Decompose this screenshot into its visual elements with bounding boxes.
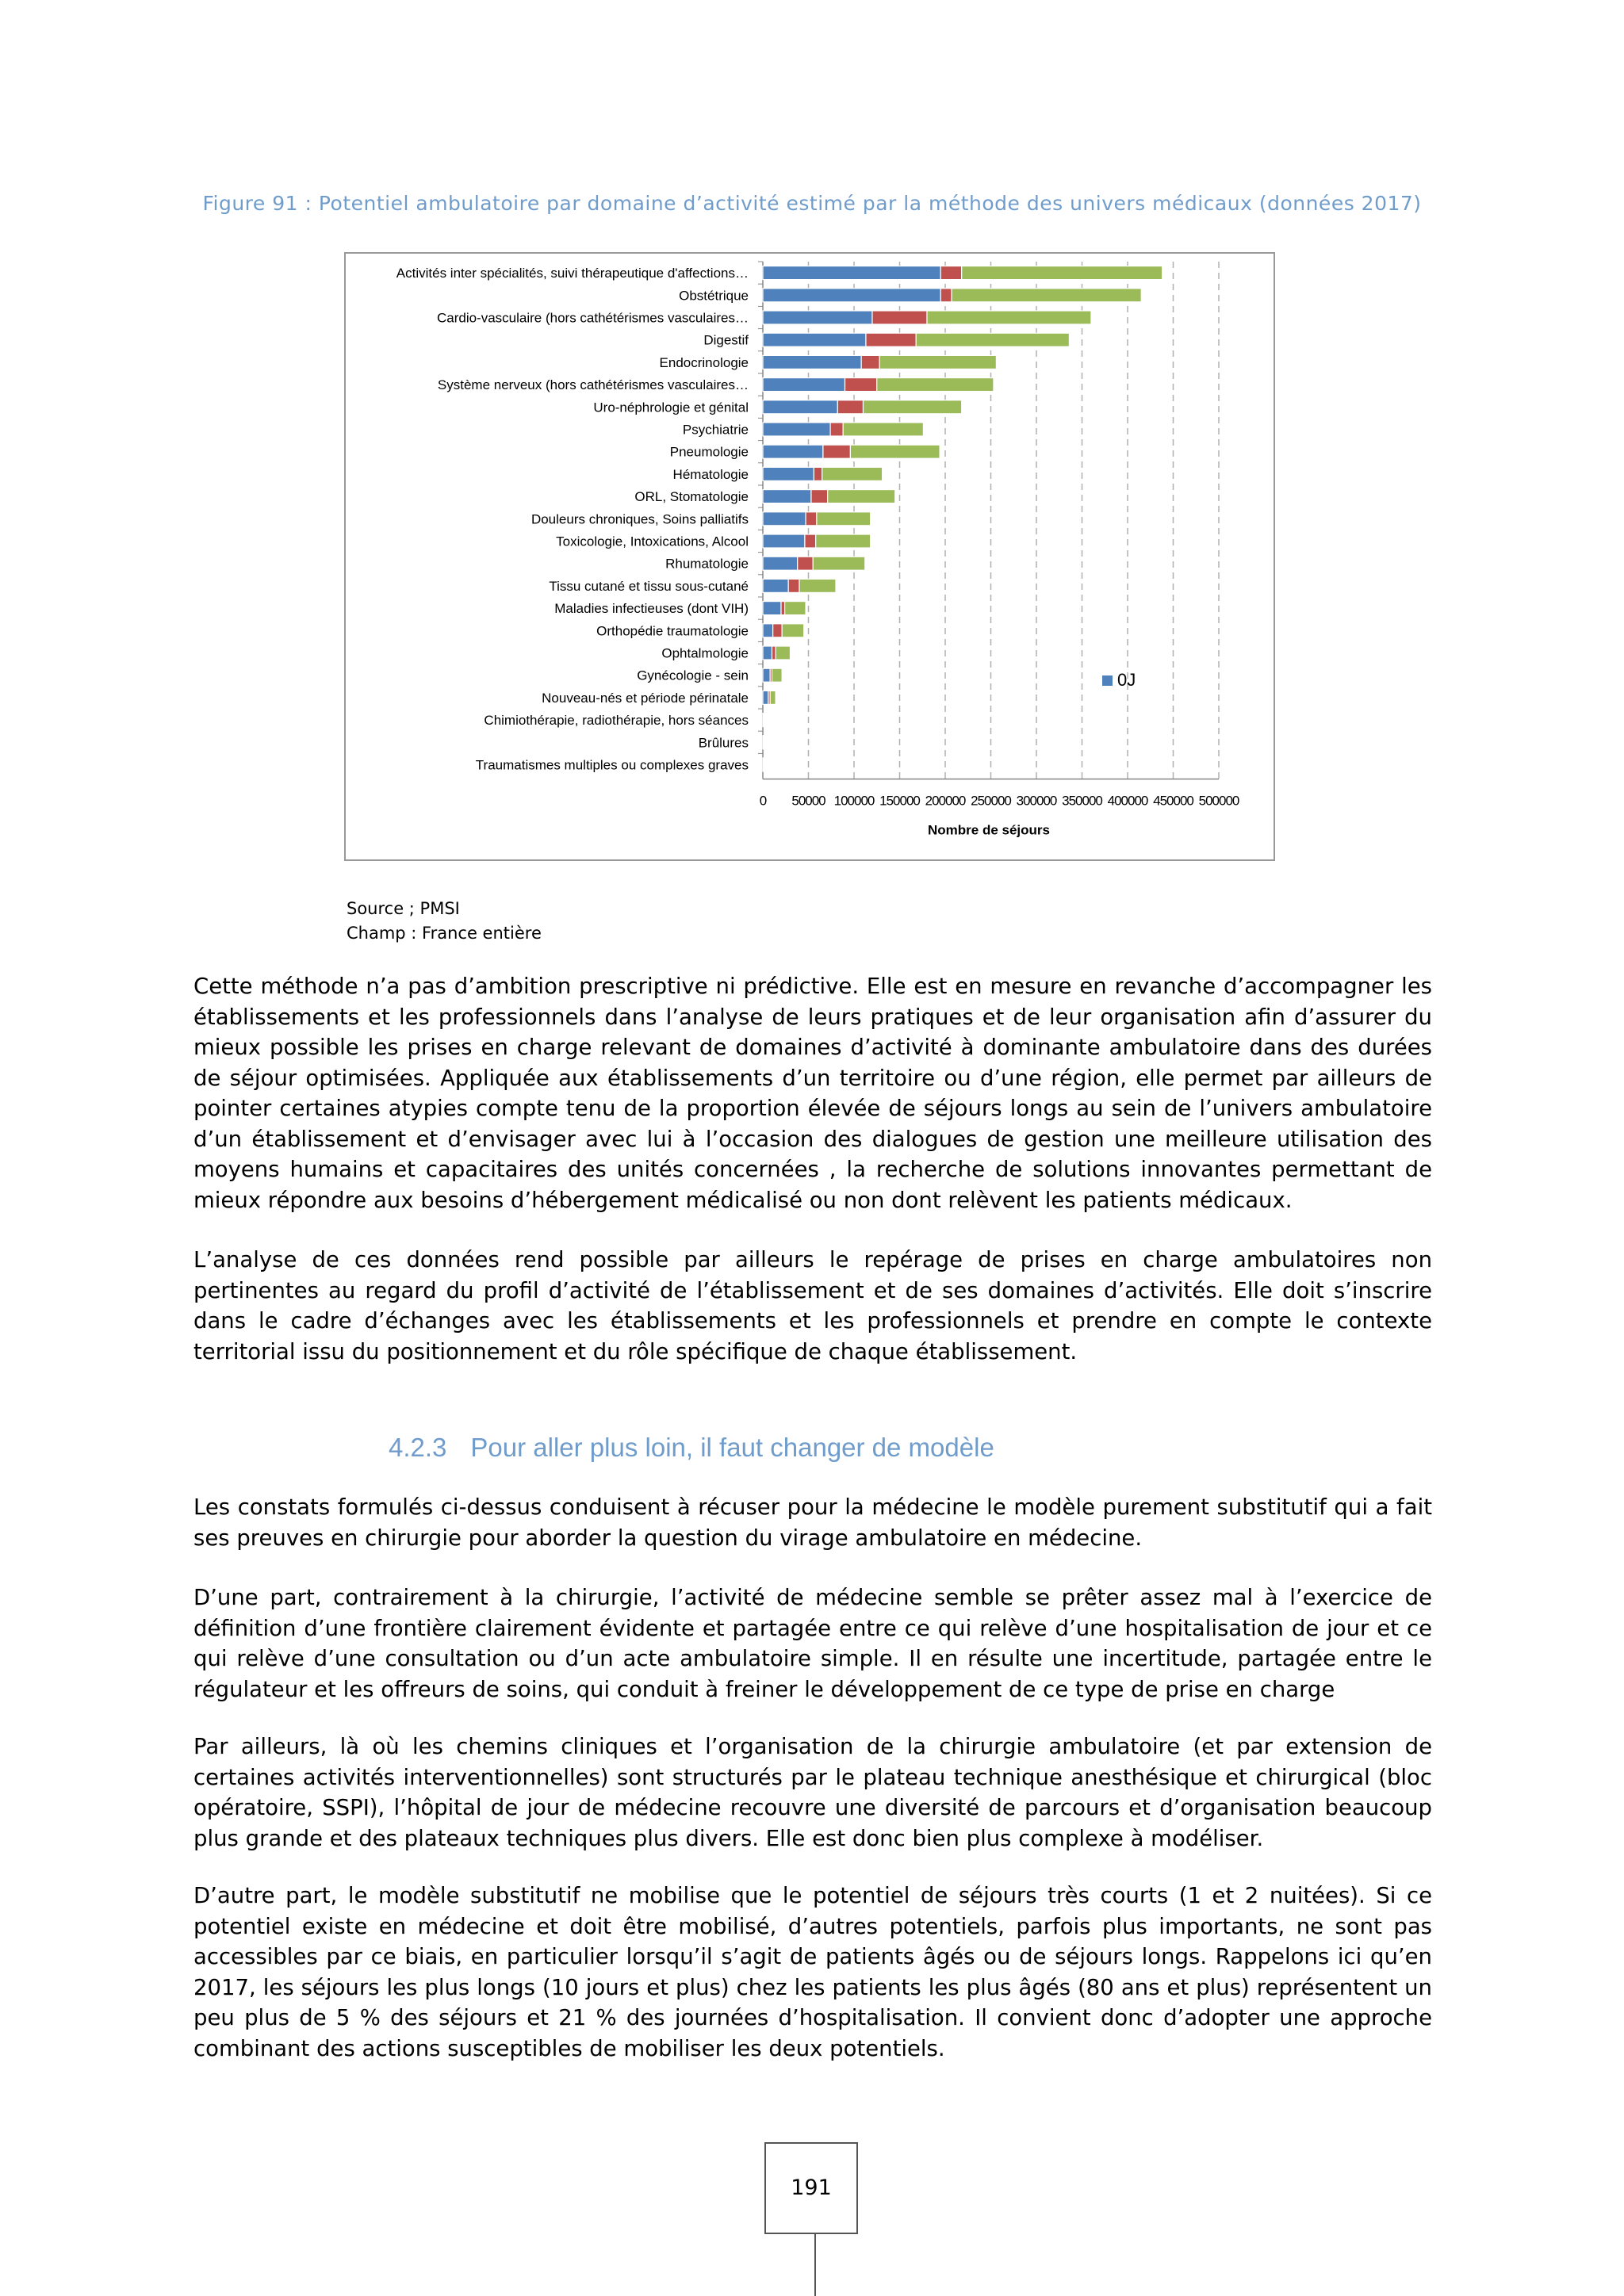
bar-series-2 — [940, 266, 961, 280]
bar-series-1 — [763, 490, 811, 503]
bar-series-1 — [763, 266, 940, 280]
bar-series-3 — [822, 467, 883, 480]
bar-series-1 — [763, 691, 768, 704]
section-title: Pour aller plus loin, il faut changer de modèle — [470, 1433, 994, 1462]
figure-source: Source ; PMSI — [347, 899, 460, 918]
category-label: Rhumatologie — [665, 556, 749, 572]
bar-series-3 — [772, 668, 783, 682]
bar-series-3 — [764, 714, 765, 727]
bar-chart — [346, 254, 1274, 859]
bar-series-3 — [770, 691, 776, 704]
bar-series-3 — [817, 512, 871, 526]
bar-series-1 — [763, 512, 806, 526]
bar-series-2 — [788, 579, 799, 592]
bar-series-3 — [813, 557, 865, 570]
bar-series-1 — [763, 624, 773, 637]
bar-series-1 — [763, 646, 772, 660]
bar-series-1 — [763, 311, 872, 324]
paragraph-5: Par ailleurs, là où les chemins cliniques et l’organisation de la chirurgie ambulatoire (et par extension de certaines activités interventionnelles) sont structurés par le plateau technique anesthésique et chirurgical (bloc opératoire, SSPI), l’hôpital de jour de médecine recouvre une diversité de parcours et d’organisation beaucoup plus grande et des plateaux techniques plus divers. Elle est donc bien plus complexe à modéliser. — [193, 1734, 1432, 1851]
bar-series-3 — [782, 624, 804, 637]
x-tick-label: 50000 — [791, 793, 825, 809]
category-label: Gynécologie - sein — [637, 668, 749, 683]
category-label: Obstétrique — [679, 288, 749, 304]
bar-series-1 — [763, 378, 845, 392]
bar-series-1 — [763, 289, 940, 302]
bar-series-1 — [763, 400, 837, 414]
bar-series-2 — [781, 602, 785, 615]
bar-series-3 — [799, 579, 836, 592]
bar-series-3 — [927, 311, 1091, 324]
category-label: Nouveau-nés et période périnatale — [542, 690, 749, 706]
bar-series-1 — [763, 355, 861, 369]
bar-series-2 — [837, 400, 863, 414]
bar-series-3 — [962, 266, 1162, 280]
x-tick-label: 500000 — [1198, 793, 1239, 809]
category-label: Psychiatrie — [682, 422, 749, 438]
bar-series-2 — [806, 512, 817, 526]
paragraph-4: D’une part, contrairement à la chirurgie, l’activité de médecine semble se prêter assez mal à l’exercice de définition d’une frontière clairement évidente et partagée entre ce qui relève d’une hospitalisation de jour et ce qui relève d’une consultation ou d’un acte ambulatoire simple. Il en résulte une incertitude, partagée entre le régulateur et les offreurs de soins, qui conduit à freiner le développement de ce type de prise en charge — [193, 1585, 1432, 1702]
bar-series-2 — [861, 355, 879, 369]
x-tick-label: 100000 — [833, 793, 875, 809]
category-label: Digestif — [703, 332, 749, 348]
bar-series-2 — [823, 445, 851, 458]
paragraph-3: Les constats formulés ci-dessus conduisent à récuser pour la médecine le modèle purement substitutif qui a fait ses preuves en chirurgie pour aborder la question du virage ambulatoire en médecine. — [193, 1494, 1432, 1551]
bar-series-1 — [763, 467, 814, 480]
x-tick-label: 400000 — [1107, 793, 1148, 809]
x-tick-label: 200000 — [925, 793, 966, 809]
bar-series-2 — [772, 646, 776, 660]
section-heading — [389, 1433, 994, 1463]
bar-series-3 — [864, 400, 962, 414]
bar-series-2 — [866, 333, 916, 346]
x-axis-title: Nombre de séjours — [928, 822, 1050, 838]
category-label: Douleurs chroniques, Soins palliatifs — [530, 511, 749, 527]
bar-series-3 — [843, 423, 923, 436]
bar-series-2 — [845, 378, 877, 392]
bar-series-1 — [763, 668, 770, 682]
category-label: Uro-néphrologie et génital — [593, 400, 749, 415]
figure-caption: Figure 91 : Potentiel ambulatoire par domaine d’activité estimé par la méthode des univers médicaux (données 2017) — [202, 192, 1422, 215]
category-label: Brûlures — [698, 735, 749, 751]
x-tick-label: 450000 — [1153, 793, 1193, 809]
bar-series-2 — [830, 423, 843, 436]
category-label: Orthopédie traumatologie — [596, 623, 749, 639]
legend-label: 0J — [1117, 670, 1136, 690]
bar-series-1 — [763, 423, 830, 436]
category-label: Toxicologie, Intoxications, Alcool — [556, 534, 749, 549]
section-number: 4.2.3 — [389, 1433, 447, 1462]
category-label: Cardio-vasculaire (hors cathétérismes vasculaires… — [436, 310, 749, 326]
x-tick-label: 250000 — [971, 793, 1011, 809]
bar-series-2 — [773, 624, 783, 637]
bar-series-1 — [763, 534, 805, 548]
category-label: Activités inter spécialités, suivi thérapeutique d'affections… — [396, 266, 749, 281]
paragraph-1: Cette méthode n’a pas d’ambition prescriptive ni prédictive. Elle est en mesure en revanche d’accompagner les établissements et les professionnels dans l’analyse de leurs pratiques et de leur organisation afin d’assurer du mieux possible les prises en charge relevant de domaines d’activité à dominante ambulatoire dans des durées de séjour optimisées. Appliquée aux établissements d’un territoire ou d’une région, elle permet par ailleurs de pointer certaines atypies compte tenu de la proportion élevée de séjours longs au sein de l’univers ambulatoire d’un établissement et d’envisager avec lui à l’occasion des dialogues de gestion une meilleure utilisation des moyens humains et capacitaires des unités concernées , la recherche de solutions innovantes permettant de mieux répondre aux besoins d’hébergement médicalisé ou non dont relèvent les patients médicaux. — [193, 974, 1432, 1213]
category-label: Endocrinologie — [659, 354, 749, 370]
x-tick-label: 350000 — [1062, 793, 1102, 809]
category-label: Système nerveux (hors cathétérismes vasculaires… — [437, 377, 749, 393]
category-label: Hématologie — [672, 466, 749, 482]
category-label: Tissu cutané et tissu sous-cutané — [549, 578, 749, 594]
chart-frame — [344, 252, 1275, 861]
bar-series-3 — [785, 602, 806, 615]
category-label: Traumatismes multiples ou complexes graves — [475, 757, 749, 773]
bar-series-2 — [805, 534, 816, 548]
bar-series-3 — [877, 378, 994, 392]
bar-series-1 — [763, 579, 788, 592]
bar-series-3 — [952, 289, 1141, 302]
bar-series-1 — [763, 602, 781, 615]
bar-series-2 — [798, 557, 814, 570]
page-number-line — [814, 2234, 816, 2296]
bar-series-2 — [811, 490, 828, 503]
category-label: Pneumologie — [669, 444, 749, 460]
x-tick-label: 300000 — [1016, 793, 1057, 809]
category-label: Maladies infectieuses (dont VIH) — [554, 601, 749, 617]
x-tick-label: 150000 — [879, 793, 920, 809]
bar-series-3 — [916, 333, 1069, 346]
legend-swatch — [1102, 675, 1113, 686]
paragraph-2: L’analyse de ces données rend possible par ailleurs le repérage de prises en charge ambulatoires non pertinentes au regard du profil d’activité de l’établissement et de ses domaines d’activités. Elle doit s’inscrire dans le cadre d’échanges avec les établissements et les professionnels et prendre en compte le contexte territorial issu du positionnement et du rôle spécifique de chaque établissement. — [193, 1247, 1432, 1364]
bar-series-2 — [940, 289, 952, 302]
bar-series-3 — [776, 646, 790, 660]
category-label: Chimiothérapie, radiothérapie, hors séances — [484, 713, 749, 729]
bar-series-2 — [814, 467, 822, 480]
bar-series-2 — [872, 311, 927, 324]
bar-series-1 — [763, 445, 823, 458]
bar-series-1 — [763, 333, 866, 346]
category-label: Ophtalmologie — [661, 645, 749, 661]
bar-series-1 — [763, 557, 798, 570]
page-number: 191 — [764, 2142, 858, 2234]
bar-series-3 — [850, 445, 940, 458]
figure-champ: Champ : France entière — [347, 924, 542, 943]
category-label: ORL, Stomatologie — [634, 489, 749, 505]
paragraph-6: D’autre part, le modèle substitutif ne mobilise que le potentiel de séjours très courts (1 et 2 nuitées). Si ce potentiel existe en médecine et doit être mobilisé, d’autres potentiels, parfois plus importants, ne sont pas accessibles par ce biais, en particulier lorsqu’il s’agit de patients âgés ou de séjours longs. Rappelons ici qu’en 2017, les séjours les plus longs (10 jours et plus) chez les patients les plus âgés (80 ans et plus) représentent un peu plus de 5 % des séjours et 21 % des journées d’hospitalisation. Il convient donc d’adopter une approche combinant des actions susceptibles de mobiliser les deux potentiels. — [193, 1883, 1432, 2061]
bar-series-3 — [816, 534, 871, 548]
bar-series-3 — [879, 355, 996, 369]
bar-series-3 — [828, 490, 895, 503]
x-tick-label: 0 — [759, 793, 767, 809]
